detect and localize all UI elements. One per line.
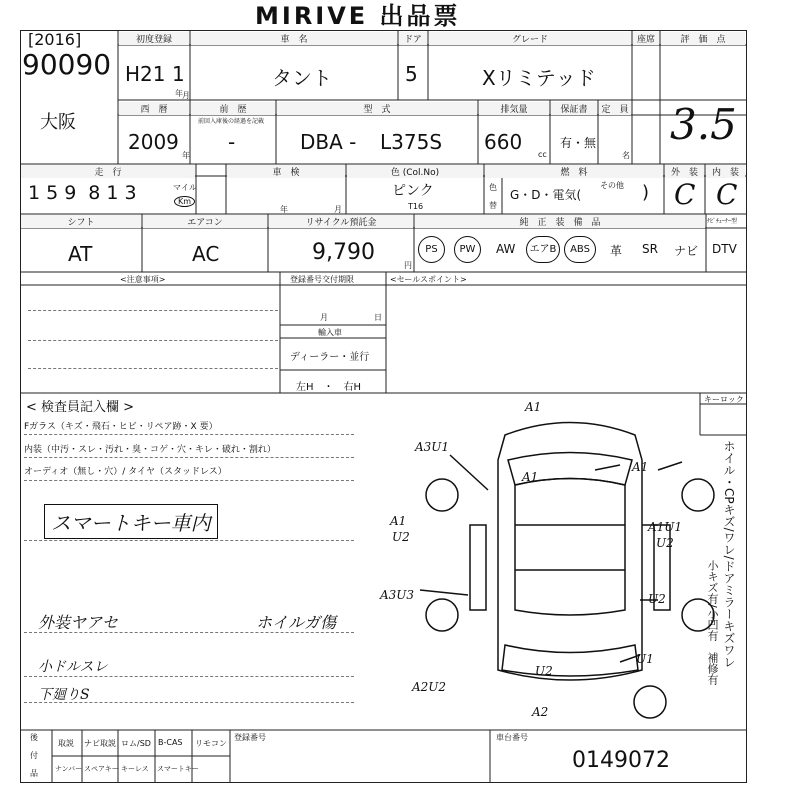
label-aircon: エアコン	[143, 215, 267, 228]
equip-abs: ABS	[564, 236, 596, 263]
footer-row2-smart: スマートキー	[157, 765, 199, 773]
damage-mark: A1U1	[648, 520, 683, 534]
inspector-dots-2	[24, 457, 354, 458]
car-diagram	[410, 400, 730, 720]
footer-header-plate: 登録番号	[234, 733, 266, 742]
mileage-digit: 8	[88, 182, 101, 204]
label-dealer: ディーラー・並行	[290, 352, 370, 363]
value-doors: 5	[405, 62, 418, 86]
wheel-rear-right	[682, 599, 714, 631]
label-nav-tv: ﾅﾋﾞﾁｭｰﾅｰ型	[707, 218, 738, 225]
label-warranty: 保証書	[551, 102, 597, 115]
inspector-note-wheel: ホイルガ傷	[256, 613, 337, 632]
inspector-dots-7	[24, 702, 354, 703]
footer-row2-keyless: キーレス	[121, 765, 149, 773]
mileage-digit: 1	[28, 182, 41, 204]
label-year-small: 年	[175, 89, 183, 98]
label-inspector: < 検査員記入欄 >	[26, 400, 135, 415]
door-left	[470, 525, 486, 610]
equip-sunroof: SR	[642, 242, 658, 256]
label-chassis: 車台番号	[496, 733, 528, 742]
label-western: 西 暦	[119, 102, 189, 115]
label-equipment: 純 正 装 備 品	[415, 215, 705, 228]
right-vertical-text-2: 小キズ有/小凹有 補修有	[706, 560, 719, 685]
label-history-note: 前回入庫後の経過を記載	[198, 118, 265, 125]
mileage-digit: 1	[106, 182, 119, 204]
label-fuel: 燃 料	[485, 165, 663, 178]
inspector-dots-1	[24, 434, 354, 435]
inspector-line-glass: Fガラス（キズ・飛石・ヒビ・リペア跡・X 要）	[24, 422, 218, 432]
damage-mark: A2	[532, 705, 549, 719]
value-model: L375S	[380, 130, 443, 154]
footer-header-bcas: B-CAS	[158, 738, 183, 747]
car-body-outline	[498, 423, 642, 681]
lot-number: 90090	[22, 48, 112, 81]
value-western-year: 2009	[128, 130, 179, 154]
form-title: MIRIVE 出品票	[255, 2, 461, 30]
inspector-dots-4	[24, 540, 354, 541]
damage-mark: U2	[535, 664, 553, 678]
inspector-dots-3	[24, 480, 354, 481]
inspector-note-under: 下廻りS	[38, 687, 90, 703]
label-color: 色 (Col.No)	[347, 165, 483, 178]
footer-header-remote: リモコン	[195, 739, 227, 748]
label-model: 型 式	[277, 102, 477, 115]
damage-mark: U2	[648, 592, 666, 606]
footer-row2-plate: ナンバー	[55, 765, 83, 773]
wheel-front-left	[426, 479, 458, 511]
car-roof	[515, 479, 625, 616]
car-rear	[502, 645, 638, 676]
label-yen: 円	[404, 261, 412, 270]
label-people: 名	[622, 151, 630, 160]
label-import: 輸入車	[318, 328, 342, 337]
equip-aw: AW	[496, 242, 516, 256]
damage-mark: A2U2	[412, 680, 447, 694]
inspector-dots-5	[24, 632, 354, 633]
damage-mark: A1	[522, 470, 539, 484]
label-cc: cc	[538, 150, 547, 159]
label-doors: ドア	[399, 32, 427, 45]
damage-mark: A1	[632, 460, 649, 474]
value-fuel: G・D・電気(	[510, 188, 582, 202]
value-aircon: AC	[192, 242, 220, 266]
label-plate-expiry: 登録番号交付期限	[290, 275, 354, 284]
equip-airbag: エアB	[526, 236, 560, 263]
value-recycle-fee: 9,790	[312, 240, 375, 265]
wheel-rear-left	[426, 599, 458, 631]
mileage-digit: 5	[46, 182, 59, 204]
attention-line-3	[28, 368, 278, 369]
label-car-name: 車 名	[191, 32, 397, 45]
value-color-name: ピンク	[392, 183, 434, 199]
footer-label-fit: 付	[30, 751, 38, 760]
attention-line-1	[28, 310, 278, 311]
damage-mark: A3U3	[380, 588, 415, 602]
label-exterior: 外 装	[665, 165, 704, 178]
value-warranty: 有・無	[560, 136, 597, 150]
damage-mark: A1	[390, 514, 407, 528]
label-day: 日	[374, 313, 382, 322]
footer-row2-spare: スペアキー	[84, 765, 119, 773]
damage-mark: U1	[636, 652, 654, 666]
damage-mark: U2	[392, 530, 410, 544]
value-color-code: T16	[408, 202, 424, 211]
lot-location: 大阪	[40, 112, 76, 133]
value-score: 3.5	[670, 100, 737, 149]
label-inspection: 車 検	[227, 165, 345, 178]
mileage-digits	[28, 182, 137, 204]
label-month: 月	[320, 313, 328, 322]
equip-pw: PW	[454, 236, 481, 263]
wheel-front-right	[682, 479, 714, 511]
inspector-note-exterior: 外装ヤアセ	[38, 613, 118, 632]
value-shift: AT	[68, 242, 93, 266]
footer-header-navi-manual: ナビ取説	[84, 739, 116, 748]
label-mileage-mile: マイル	[173, 183, 197, 192]
inspector-dots-6	[24, 676, 354, 677]
right-vertical-text: ホイル・CPキズ/ワレ/ドアミラーキズワレ	[722, 440, 736, 668]
value-grade: Xリミテッド	[482, 66, 596, 90]
label-attention: <注意事項>	[120, 275, 166, 284]
label-inspection-month: 月	[334, 205, 342, 214]
label-handle: 左H ・ 右H	[296, 382, 362, 393]
equip-navi: ナビ	[674, 244, 699, 258]
value-interior-grade: C	[716, 178, 738, 211]
lot-year: [2016]	[28, 30, 82, 49]
inspector-line-interior: 内装（中汚・スレ・汚れ・臭・コゲ・穴・キレ・破れ・割れ）	[24, 445, 276, 455]
label-score: 評 価 点	[661, 32, 745, 45]
label-fuel-other: その他	[600, 181, 624, 190]
value-era: H21	[125, 62, 166, 86]
label-capacity: 定 員	[599, 102, 631, 115]
footer-header-rom: ロム/SD	[121, 739, 151, 748]
value-displacement: 660	[484, 130, 523, 154]
damage-mark: A1	[525, 400, 542, 414]
wheel-spare	[634, 686, 666, 718]
value-car-name: タント	[272, 66, 332, 90]
label-seat: 座席	[633, 32, 659, 45]
equip-dtv: DTV	[712, 242, 737, 256]
label-shift: シフト	[21, 215, 141, 228]
value-model-prefix: DBA -	[300, 130, 357, 154]
label-displacement: 排気量	[479, 102, 549, 115]
label-inspection-year: 年	[280, 205, 288, 214]
damage-mark: A3U1	[415, 440, 450, 454]
inspector-line-audio: オーディオ（無し・穴）/ タイヤ（スタッドレス）	[24, 467, 227, 477]
label-recycle: リサイクル預託金	[269, 215, 413, 228]
label-grade: グレード	[429, 32, 631, 45]
inspector-note-door: 小ドルスレ	[38, 659, 108, 675]
value-chassis-number: 0149072	[572, 748, 670, 773]
label-history: 前 歴	[191, 102, 275, 115]
mileage-digit: 3	[124, 182, 137, 204]
label-first-reg: 初度登録	[119, 32, 189, 45]
value-fuel-close: )	[642, 182, 650, 203]
attention-line-2	[28, 340, 278, 341]
label-key-lock: キーロック	[704, 395, 744, 404]
label-color-flag: 色	[489, 183, 497, 192]
label-month-small: 月	[182, 91, 190, 100]
label-color-flag2: 替	[489, 201, 497, 210]
equip-ps: PS	[418, 236, 445, 263]
label-sales-point: <セールスポイント>	[390, 275, 467, 284]
label-interior: 内 装	[706, 165, 745, 178]
footer-header-manual: 取説	[58, 739, 74, 748]
value-first-reg-year: 1	[172, 62, 185, 86]
label-mileage: 走 行	[21, 165, 195, 178]
damage-mark: U2	[656, 536, 674, 550]
label-mileage-km: Km	[174, 196, 195, 207]
value-exterior-grade: C	[674, 178, 696, 211]
footer-label-item: 品	[30, 769, 38, 778]
equip-leather: 革	[610, 244, 623, 258]
label-year-short: 年	[182, 151, 190, 160]
value-history: -	[228, 130, 236, 154]
equipment-list	[416, 232, 746, 270]
footer-label-after: 後	[30, 733, 38, 742]
mileage-digit: 9	[64, 182, 77, 204]
inspector-note-smartkey: スマートキー車内	[44, 504, 218, 539]
